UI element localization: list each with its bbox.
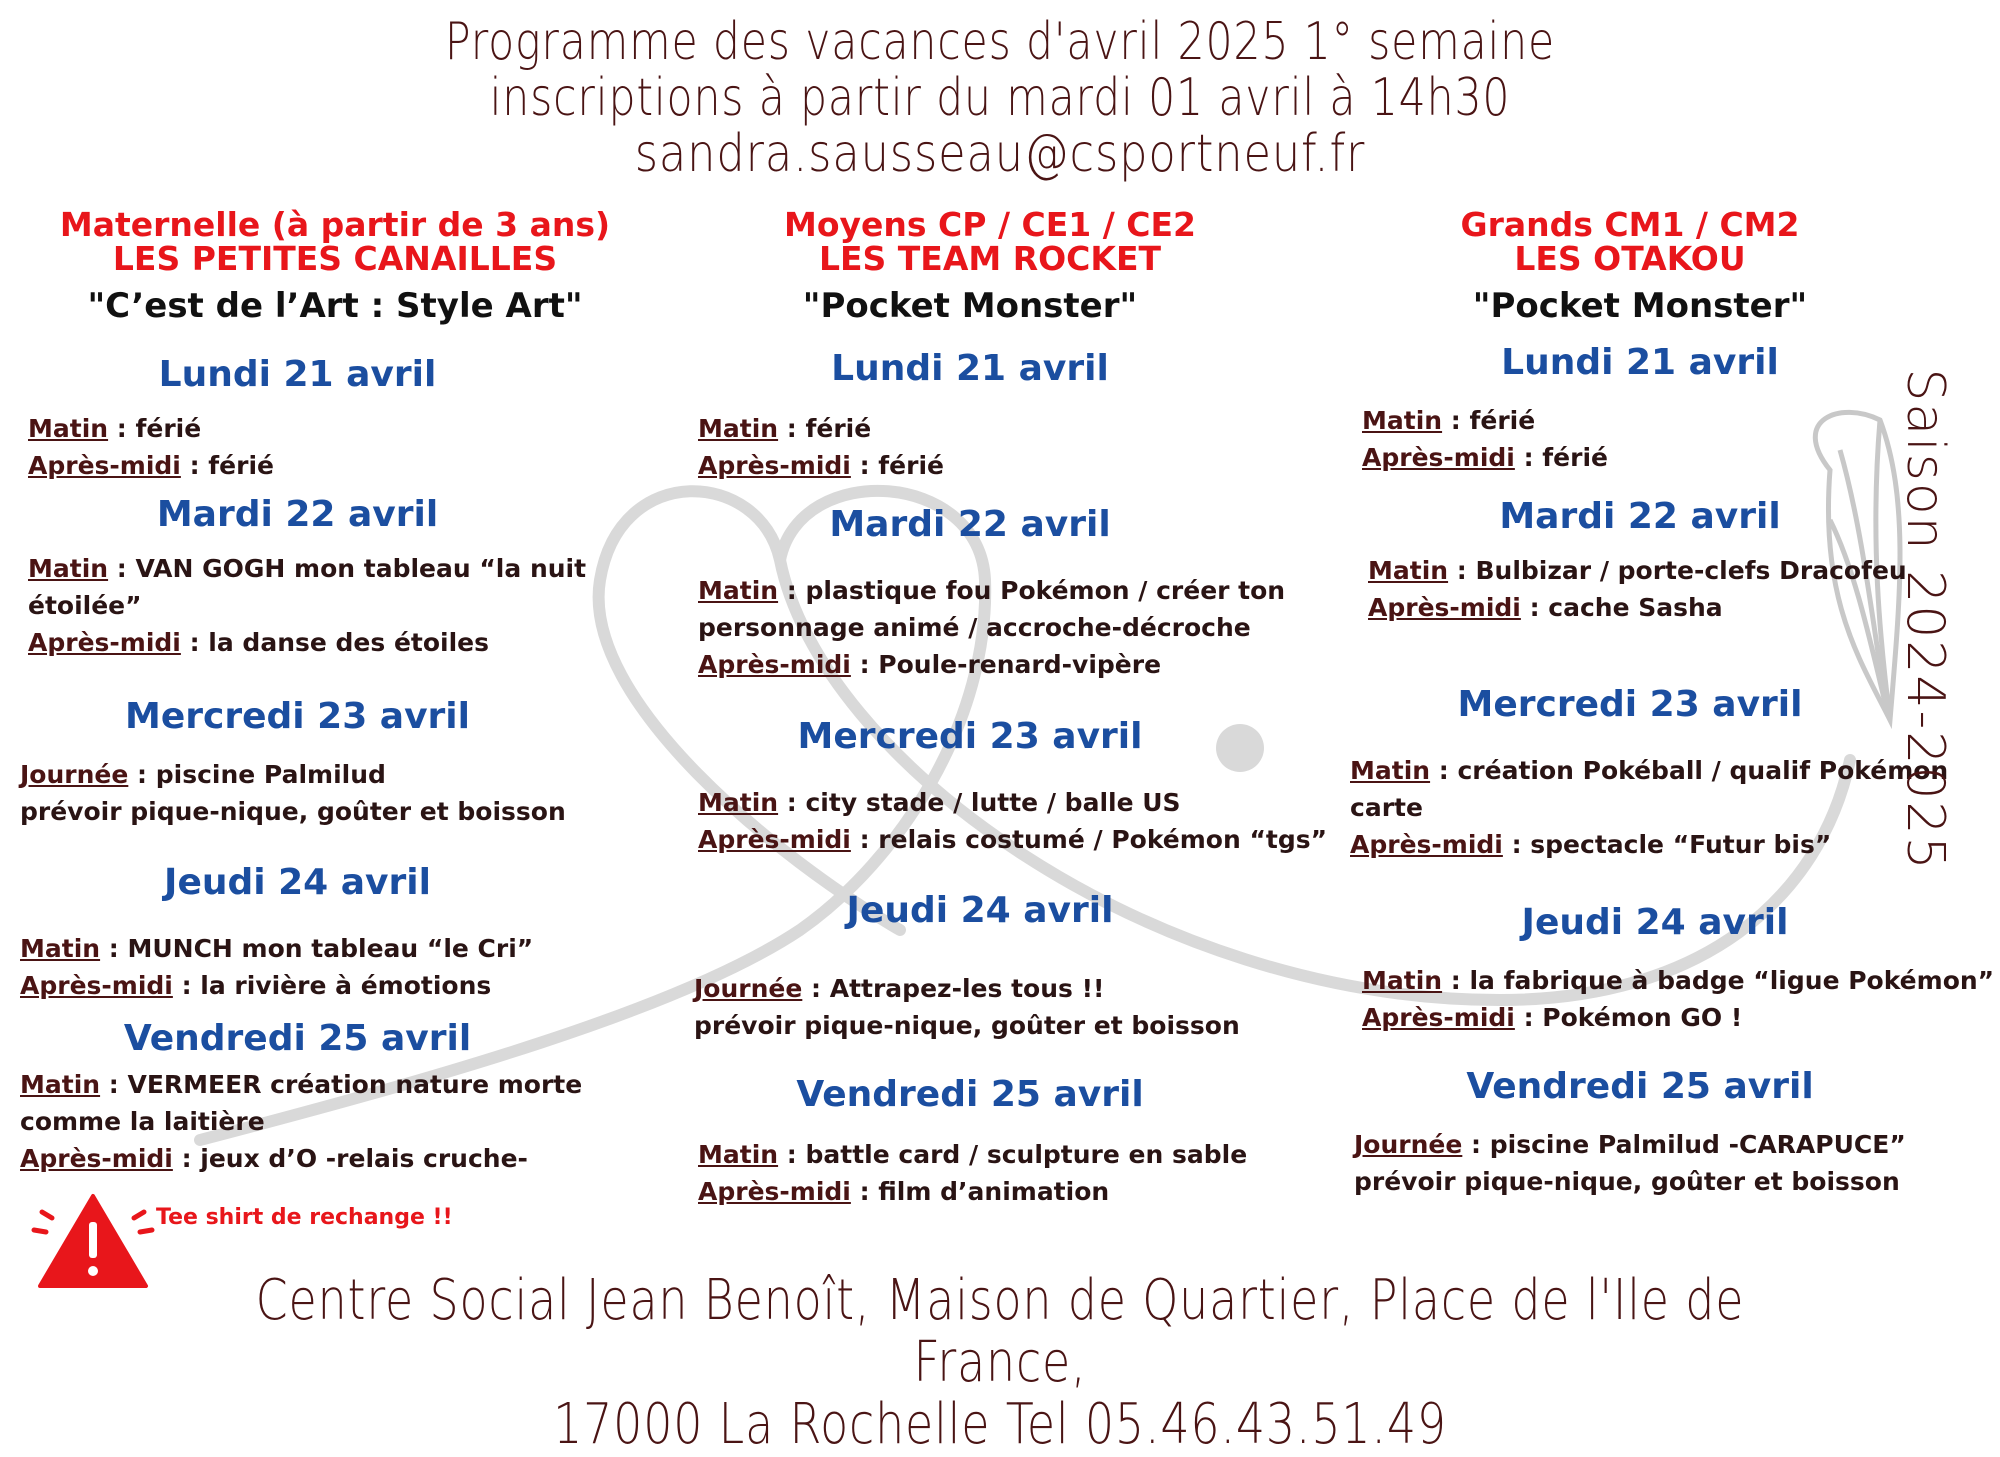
day-activities	[698, 410, 944, 484]
activity-key: Après-midi	[1350, 830, 1503, 859]
activity-text: : city stade / lutte / balle US	[778, 788, 1181, 817]
activity-key: Après-midi	[20, 1144, 173, 1173]
footer	[0, 1270, 2000, 1456]
activity-key: Matin	[698, 414, 779, 443]
activity-key: Après-midi	[1368, 593, 1521, 622]
activity-key: Matin	[1362, 966, 1443, 995]
day-activities	[20, 1066, 582, 1177]
activity-key: Matin	[28, 414, 109, 443]
day-activities	[20, 756, 566, 830]
group-name: LES PETITES CANAILLES	[112, 239, 558, 278]
activity-text: : spectacle “Futur bis”	[1502, 830, 1832, 859]
activity-key: Après-midi	[28, 628, 181, 657]
activity-text: prévoir pique-nique, goûter et boisson	[1354, 1167, 1900, 1196]
activity-text: : férié	[108, 414, 202, 443]
activity-text: : film d’animation	[850, 1177, 1110, 1206]
activity-text: : la danse des étoiles	[180, 628, 490, 657]
day-title: Mercredi 23 avril	[1457, 684, 1803, 725]
activity-key: Matin	[698, 1140, 779, 1169]
day-activities	[1362, 962, 1994, 1036]
program-title: Programme des vacances d'avril 2025 1° semaine	[444, 12, 1556, 72]
day-title: Mardi 22 avril	[156, 494, 439, 535]
address-line: Centre Social Jean Benoît, Maison de Quartier, Place de l'Ile de France,	[255, 1268, 1745, 1395]
day-title: Jeudi 24 avril	[846, 890, 1114, 931]
activity-text: : relais costumé / Pokémon “tgs”	[850, 825, 1328, 854]
activity-key: Matin	[20, 934, 101, 963]
day-activities	[28, 550, 586, 661]
group-level: Maternelle (à partir de 3 ans)	[59, 205, 611, 244]
day-activities	[1350, 752, 1948, 863]
day-title: Vendredi 25 avril	[796, 1074, 1144, 1115]
activity-text: : la fabrique à badge “ligue Pokémon”	[1442, 966, 1995, 995]
activity-text: : férié	[180, 451, 274, 480]
day-title: Jeudi 24 avril	[164, 862, 431, 903]
activity-key: Après-midi	[1362, 443, 1515, 472]
group-header	[680, 205, 1300, 278]
activity-text: : MUNCH mon tableau “le Cri”	[100, 934, 534, 963]
activity-text: : férié	[778, 414, 872, 443]
day-activities	[698, 784, 1327, 858]
activity-text: comme la laitière	[20, 1107, 265, 1136]
day-activities	[1362, 402, 1608, 476]
activity-key: Matin	[1368, 556, 1449, 585]
activity-key: Après-midi	[698, 825, 851, 854]
group-header	[20, 205, 650, 278]
activity-text: : création Pokéball / qualif Pokémon	[1430, 756, 1949, 785]
activity-key: Journée	[1354, 1130, 1463, 1159]
group-level: Grands CM1 / CM2	[1460, 205, 1800, 244]
activity-key: Après-midi	[698, 451, 851, 480]
day-activities	[694, 970, 1240, 1044]
activity-text: : la rivière à émotions	[172, 971, 492, 1000]
header	[0, 14, 2000, 182]
activity-key: Après-midi	[698, 1177, 851, 1206]
activity-key: Matin	[1362, 406, 1443, 435]
activity-text: : Attrapez-les tous !!	[802, 974, 1105, 1003]
day-title: Lundi 21 avril	[1501, 342, 1779, 383]
activity-key: Après-midi	[20, 971, 173, 1000]
activity-text: personnage animé / accroche-décroche	[698, 613, 1251, 642]
activity-key: Journée	[694, 974, 803, 1003]
day-activities	[698, 572, 1285, 683]
activity-key: Journée	[20, 760, 129, 789]
phone-line: 17000 La Rochelle Tel 05.46.43.51.49	[553, 1392, 1447, 1457]
day-title: Lundi 21 avril	[831, 348, 1109, 389]
group-theme: "C’est de l’Art : Style Art"	[87, 286, 583, 326]
activity-text: : piscine Palmilud -CARAPUCE”	[1462, 1130, 1906, 1159]
season-label	[1895, 368, 1955, 872]
day-title: Vendredi 25 avril	[123, 1018, 472, 1059]
activity-text: : cache Sasha	[1520, 593, 1723, 622]
day-activities	[20, 930, 533, 1004]
activity-text: carte	[1350, 793, 1423, 822]
activity-text: : Poule-renard-vipère	[850, 650, 1162, 679]
activity-text: : férié	[850, 451, 944, 480]
activity-text: étoilée”	[28, 591, 142, 620]
day-activities	[1368, 552, 1907, 626]
group-name: LES TEAM ROCKET	[818, 239, 1162, 278]
activity-key: Après-midi	[1362, 1003, 1515, 1032]
activity-key: Matin	[28, 554, 109, 583]
group-theme: "Pocket Monster"	[802, 286, 1138, 326]
activity-key: Matin	[698, 788, 779, 817]
day-title: Jeudi 24 avril	[1521, 902, 1789, 943]
activity-text: : VERMEER création nature morte	[100, 1070, 583, 1099]
group-theme: "Pocket Monster"	[1472, 286, 1808, 326]
day-title: Mardi 22 avril	[829, 504, 1111, 545]
activity-key: Après-midi	[698, 650, 851, 679]
group-name: LES OTAKOU	[1514, 239, 1746, 278]
registration-info: inscriptions à partir du mardi 01 avril à 14h30	[489, 68, 1511, 128]
warning-text: Tee shirt de rechange !!	[156, 1205, 453, 1230]
day-title: Lundi 21 avril	[158, 354, 437, 395]
activity-text: prévoir pique-nique, goûter et boisson	[20, 797, 566, 826]
group-level: Moyens CP / CE1 / CE2	[784, 205, 1196, 244]
activity-key: Après-midi	[28, 451, 181, 480]
activity-text: : férié	[1514, 443, 1608, 472]
activity-text: : piscine Palmilud	[128, 760, 386, 789]
activity-text: prévoir pique-nique, goûter et boisson	[694, 1011, 1240, 1040]
activity-text: : jeux d’O -relais cruche-	[172, 1144, 528, 1173]
activity-text: : plastique fou Pokémon / créer ton	[778, 576, 1286, 605]
activity-key: Matin	[1350, 756, 1431, 785]
group-header	[1320, 205, 1940, 278]
activity-text: : VAN GOGH mon tableau “la nuit	[108, 554, 587, 583]
activity-text: : férié	[1442, 406, 1536, 435]
contact-email[interactable]: sandra.sausseau@csportneuf.fr	[634, 124, 1366, 184]
activity-text: : Bulbizar / porte-clefs Dracofeu	[1448, 556, 1907, 585]
day-title: Mercredi 23 avril	[125, 696, 470, 737]
day-title: Mercredi 23 avril	[797, 716, 1143, 757]
activity-text: : Pokémon GO !	[1514, 1003, 1743, 1032]
day-title: Vendredi 25 avril	[1466, 1066, 1814, 1107]
day-title: Mardi 22 avril	[1499, 496, 1781, 537]
season-text: Saison 2024-2025	[1895, 368, 1955, 872]
day-activities	[1354, 1126, 1906, 1200]
day-activities	[28, 410, 274, 484]
activity-text: : battle card / sculpture en sable	[778, 1140, 1248, 1169]
day-activities	[698, 1136, 1247, 1210]
activity-key: Matin	[20, 1070, 101, 1099]
activity-key: Matin	[698, 576, 779, 605]
